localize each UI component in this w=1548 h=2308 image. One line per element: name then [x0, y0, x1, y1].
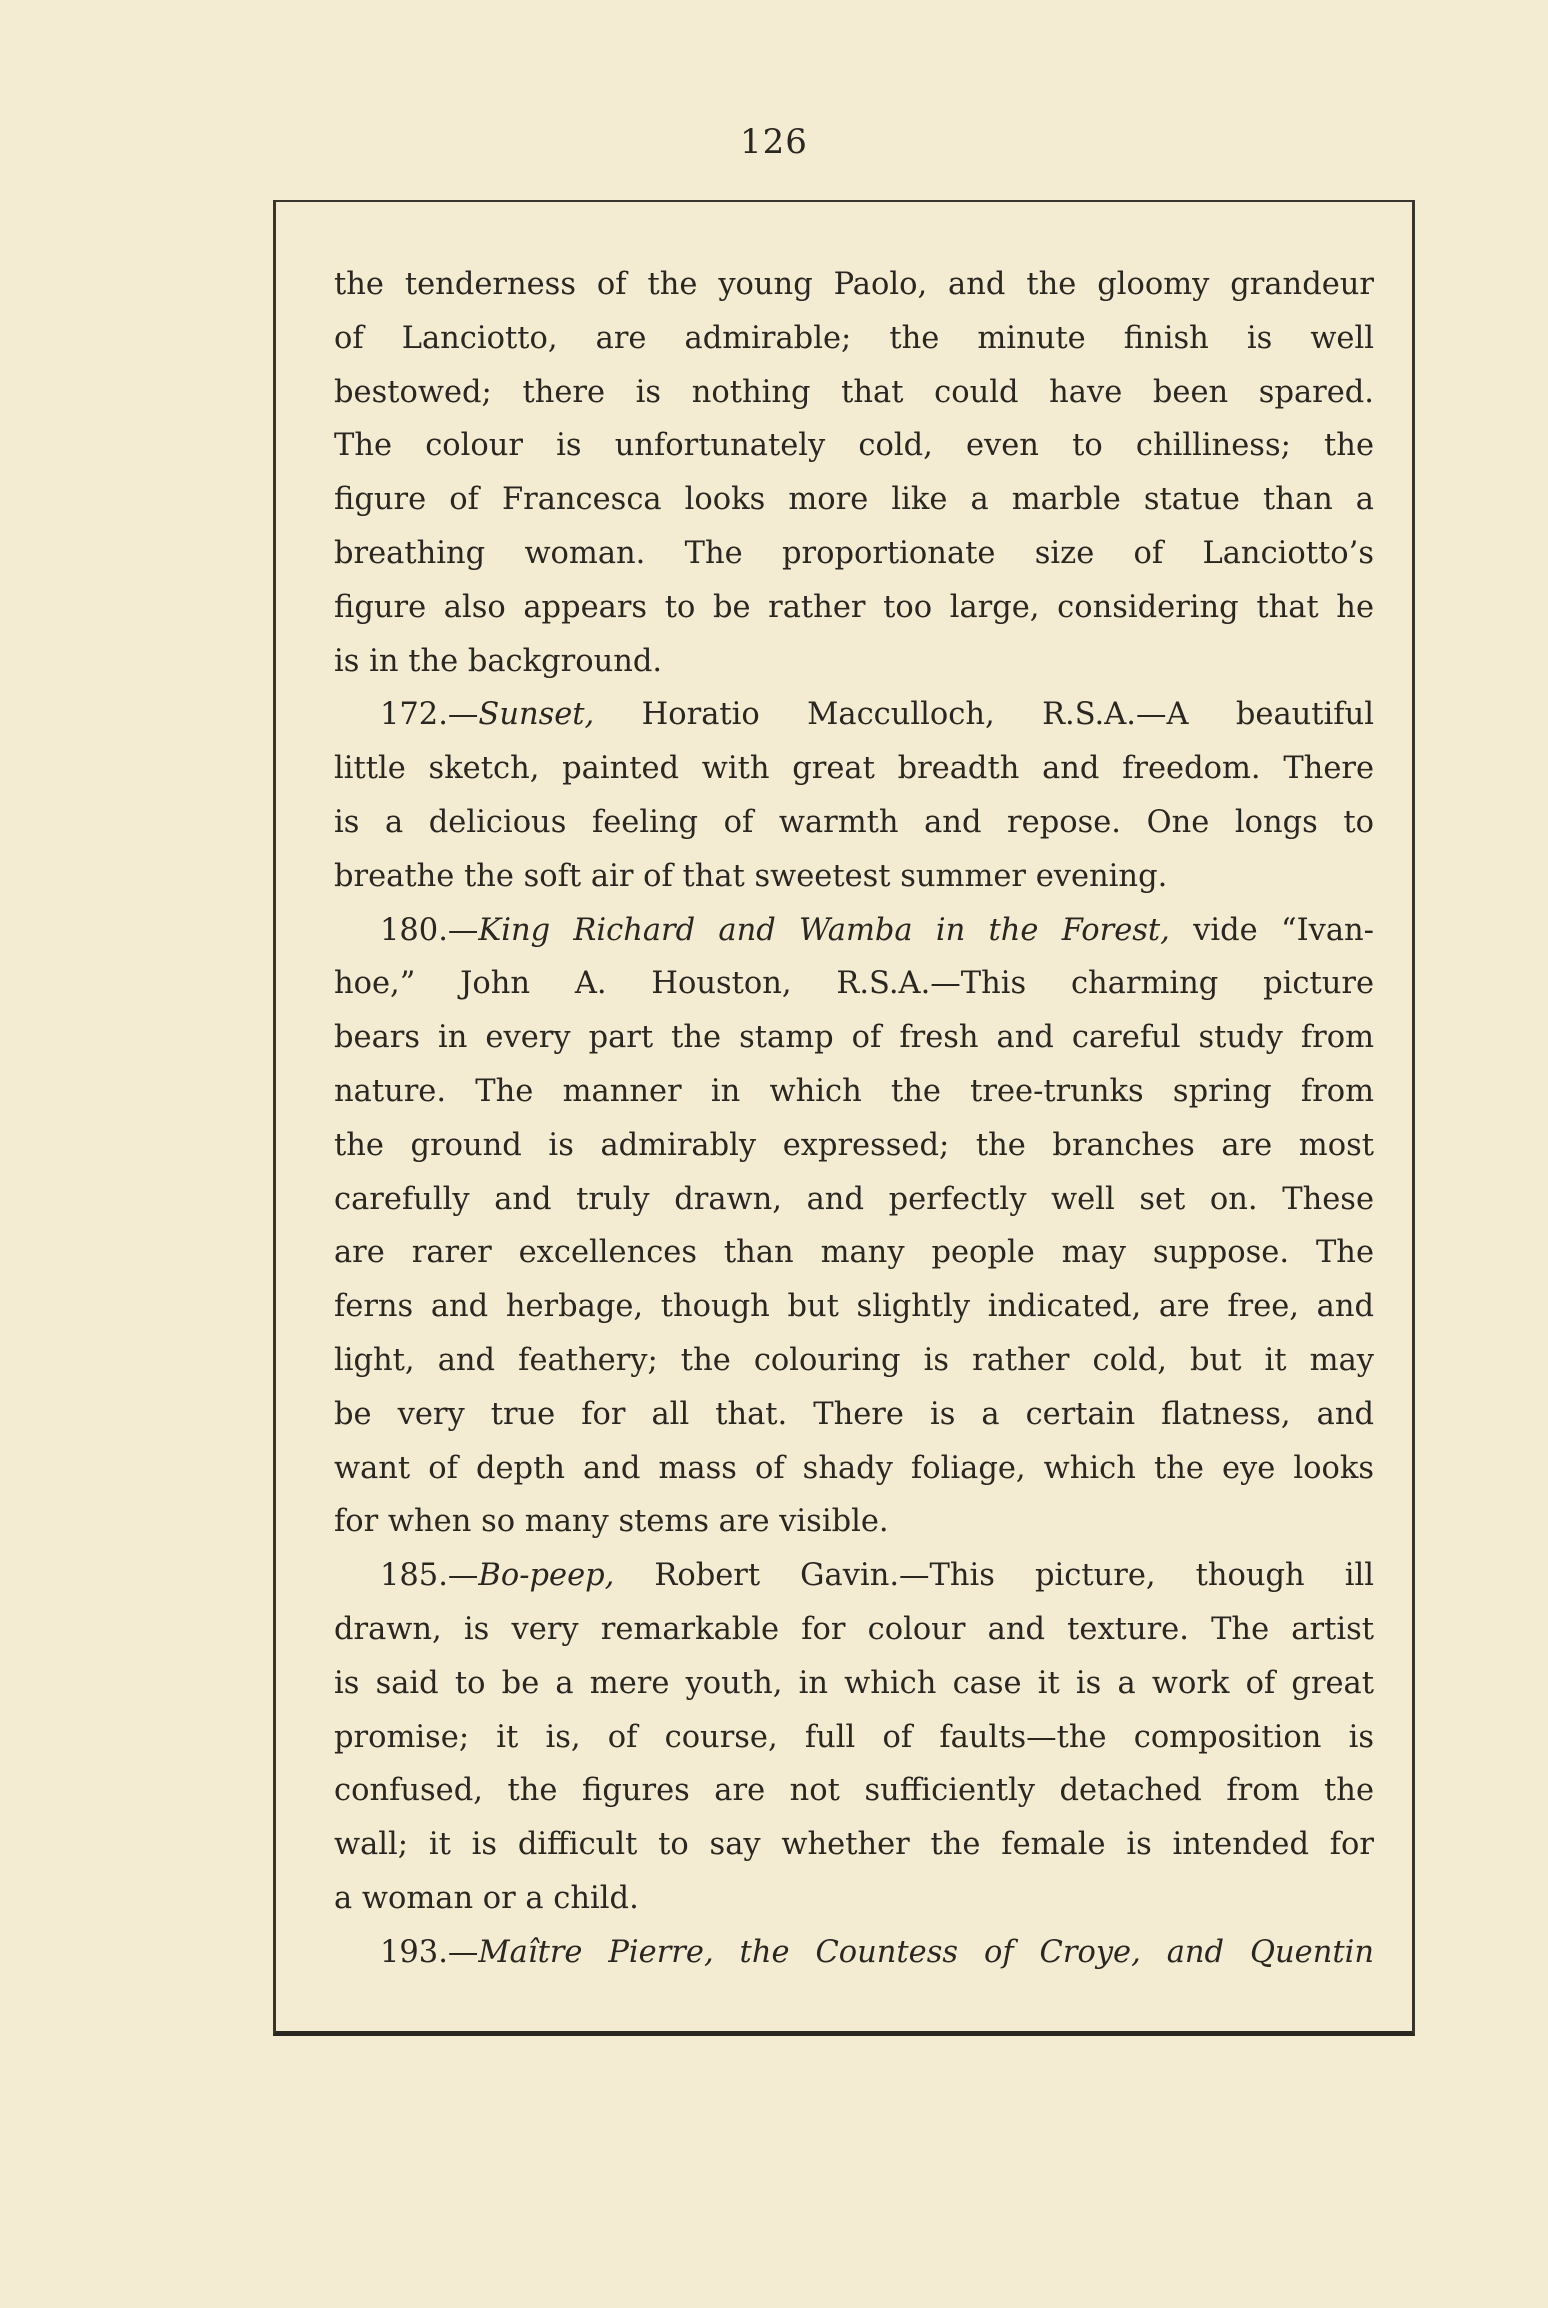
artwork-title: Sunset, — [478, 697, 595, 733]
entry-172-heading — [334, 688, 1374, 742]
entry-193-heading — [334, 1926, 1374, 1980]
artwork-title: King Richard and Wamba in the Forest, — [478, 912, 1170, 948]
text-line: little sketch, painted with great breadth and freedom. There — [334, 751, 1374, 787]
text-line: bestowed; there is nothing that could have been spared. — [334, 374, 1374, 410]
text-line: a woman or a child. — [334, 1880, 639, 1916]
text-line: nature. The manner in which the tree-trunks spring from — [334, 1073, 1374, 1109]
artwork-title: Maître Pierre, the Countess of Croye, and Quentin — [478, 1934, 1374, 1970]
page-number: 126 — [740, 122, 808, 162]
entry-number: 172.— — [380, 697, 479, 733]
text-line: for when so many stems are visible. — [334, 1504, 889, 1540]
text-line: of Lanciotto, are admirable; the minute finish is well — [334, 320, 1374, 356]
entry-180-heading — [334, 904, 1374, 958]
text-line: The colour is unfortunately cold, even to chilliness; the — [334, 428, 1374, 464]
text-line: is a delicious feeling of warmth and repose. One longs to — [334, 804, 1374, 840]
text-line: are rarer excellences than many people may suppose. The — [334, 1235, 1374, 1271]
text-line: ferns and herbage, though but slightly indicated, are free, and — [334, 1289, 1374, 1325]
text-line: is said to be a mere youth, in which case it is a work of great — [334, 1665, 1374, 1701]
text-line: breathing woman. The proportionate size of Lanciotto’s — [334, 535, 1374, 571]
text-line: carefully and truly drawn, and perfectly well set on. These — [334, 1181, 1374, 1217]
entry-number: 185.— — [380, 1558, 479, 1594]
text-line: figure of Francesca looks more like a marble statue than a — [334, 482, 1374, 518]
text-line: breathe the soft air of that sweetest summer evening. — [334, 858, 1168, 894]
entry-185-heading — [334, 1549, 1374, 1603]
text-line: want of depth and mass of shady foliage, which the eye looks — [334, 1450, 1374, 1486]
text-line: the ground is admirably expressed; the branches are most — [334, 1127, 1374, 1163]
body-text — [334, 258, 1374, 1980]
entry-number: 193.— — [380, 1934, 479, 1970]
artwork-title: Bo-peep, — [478, 1558, 615, 1594]
text-line: is in the background. — [334, 643, 663, 679]
entry-artist: Robert Gavin.—This picture, though ill — [614, 1558, 1374, 1594]
text-line: drawn, is very remarkable for colour and texture. The artist — [334, 1611, 1374, 1647]
text-line: figure also appears to be rather too large, considering that he — [334, 589, 1374, 625]
text-line: the tenderness of the young Paolo, and the gloomy grandeur — [334, 267, 1374, 302]
entry-number: 180.— — [380, 912, 479, 948]
text-line: hoe,” John A. Houston, R.S.A.—This charming picture — [334, 966, 1374, 1002]
text-line: be very true for all that. There is a certain flatness, and — [334, 1396, 1374, 1432]
entry-artist: vide “Ivan- — [1169, 912, 1374, 948]
text-line: confused, the figures are not sufficiently detached from the — [334, 1773, 1374, 1809]
entry-artist: Horatio Macculloch, R.S.A.—A beautiful — [594, 697, 1374, 733]
text-line: wall; it is difficult to say whether the female is intended for — [334, 1827, 1374, 1863]
text-line: promise; it is, of course, full of faults—the composition is — [334, 1719, 1374, 1755]
text-line: light, and feathery; the colouring is rather cold, but it may — [334, 1342, 1374, 1378]
text-line: bears in every part the stamp of fresh and careful study from — [334, 1020, 1374, 1056]
